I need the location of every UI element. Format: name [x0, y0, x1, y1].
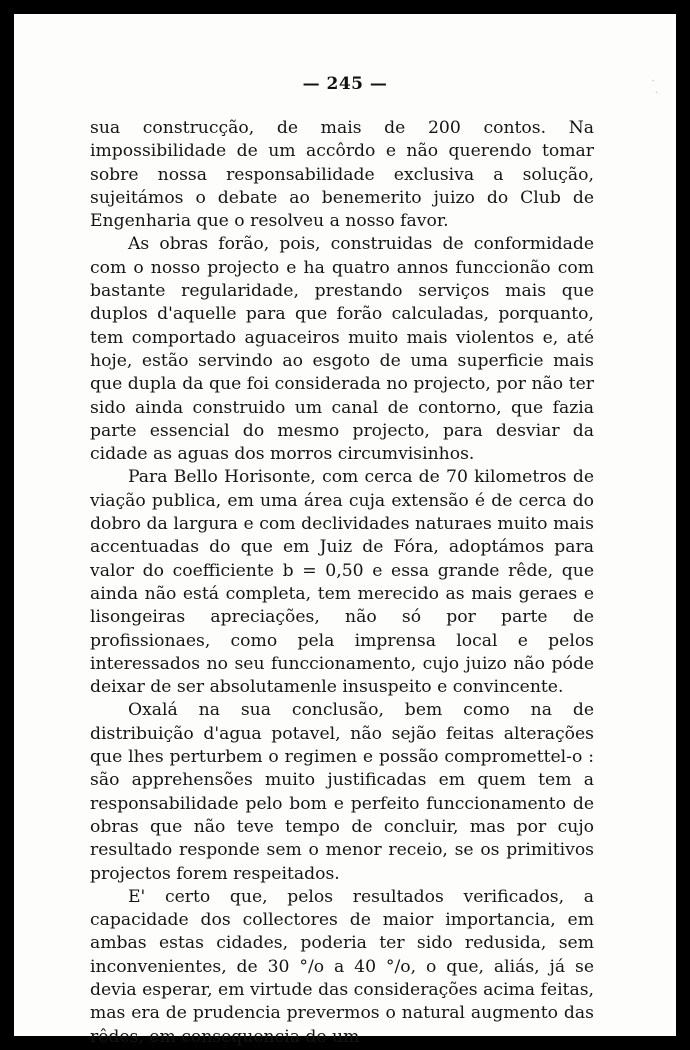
- paragraph-2: As obras forão, pois, construidas de conformidade com o nosso projecto e ha quatro annos funccionão com bastante regularidade, prestando serviços mais que duplos d'aquelle para que forão calculadas, porquanto, tem comportado aguaceiros muito mais violentos e, até hoje, estão servindo ao esgoto de uma superficie mais que dupla da que foi considerada no projecto, por não ter sido ainda construido um canal de contorno, que fazia parte essencial do mesmo projecto, para desviar da cidade as aguas dos morros circumvisinhos.: [90, 234, 594, 465]
- paragraph-1: sua construcção, de mais de 200 contos. Na impossibilidade de um accôrdo e não querendo tomar sobre nossa responsabilidade exclusiva a solução, sujeitámos o debate ao benemerito juizo do Club de Engenharia que o resolveu a nosso favor.: [90, 118, 594, 232]
- scan-specks: · ·: [651, 76, 658, 99]
- paragraph-5: E' certo que, pelos resultados verificados, a capacidade dos collectores de maior importancia, em ambas estas cidades, poderia ter sido redusida, sem inconvenientes, de 30 °/o a 40 °/o, o que, aliás, já se devia esperar, em virtude das considerações acima feitas, mas era de prudencia prevermos o natural augmento das rêdes, em consequencia de um: [90, 886, 594, 1047]
- book-page: [14, 14, 676, 1047]
- paragraph-4: Oxalá na sua conclusão, bem como na de distribuição d'agua potavel, não sejão feitas alterações que lhes perturbem o regimen e possão compromettel-o : são apprehensões muito justificadas em quem tem a responsabilidade pelo bom e perfeito funccionamento de obras que não teve tempo de concluir, mas por cujo resultado responde sem o menor receio, se os primitivos projectos forem respeitados.: [90, 700, 594, 884]
- paragraph-3: Para Bello Horisonte, com cerca de 70 kilometros de viação publica, em uma área cuja extensão é de cerca do dobro da largura e com declividades naturaes muito mais accentuadas do que em Juiz de Fóra, adoptámos para valor do coefficiente b = 0,50 e essa grande rêde, que ainda não está completa, tem merecido as mais geraes e lisongeiras apreciações, não só por parte de profissionaes, como pela imprensa local e pelos interessados no seu funccionamento, cujo juizo não póde deixar de ser absolutamenle insuspeito e convincente.: [90, 467, 594, 698]
- page-number: — 245 —: [302, 74, 388, 94]
- page-body: [90, 117, 594, 1049]
